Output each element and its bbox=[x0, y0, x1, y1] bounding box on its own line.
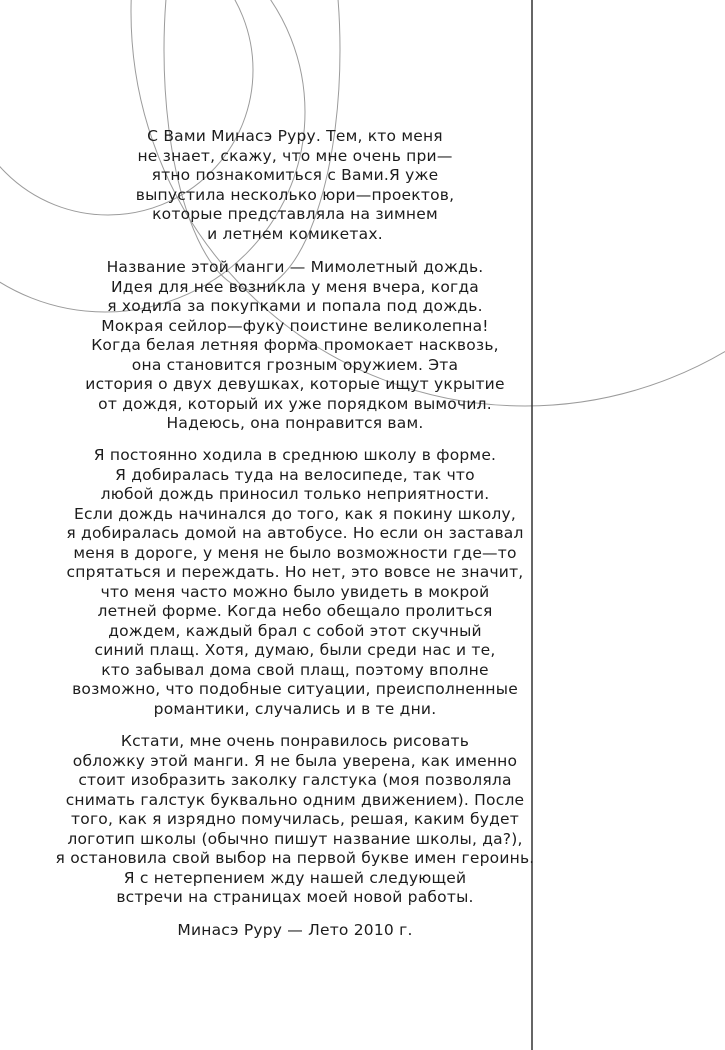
text-line: спрятаться и переждать. Но нет, это вовсе не значит, bbox=[66, 563, 524, 581]
text-line: история о двух девушках, которые ищут укрытие bbox=[85, 375, 505, 393]
text-line: кто забывал дома свой плащ, поэтому вполне bbox=[101, 660, 489, 679]
author-signature: Минасэ Руру — Лето 2010 г. bbox=[177, 921, 413, 939]
text-line: я ходила за покупками и попала под дождь. bbox=[107, 297, 483, 315]
text-line: Я с нетерпением жду нашей следующей bbox=[123, 868, 467, 887]
text-line: она становится грозным оружием. Эта bbox=[131, 355, 459, 374]
text-line: Надеюсь, она понравится вам. bbox=[166, 414, 424, 432]
text-line: возможно, что подобные ситуации, преисполненные bbox=[72, 680, 518, 698]
text-line: дождем, каждый брал с собой этот скучный bbox=[108, 621, 482, 640]
afterword-paragraph-cover-notes bbox=[0, 732, 590, 908]
text-line: Я постоянно ходила в среднюю школу в форме. bbox=[93, 446, 497, 464]
text-line: Идея для нее возникла у меня вчера, когда bbox=[110, 277, 479, 296]
afterword-paragraph-school-memories bbox=[0, 446, 590, 719]
text-line: ятно познакомиться с Вами.Я уже bbox=[151, 166, 439, 184]
text-line: снимать галстук буквально одним движением). После bbox=[65, 790, 525, 809]
text-line: летней форме. Когда небо обещало пролиться bbox=[97, 602, 493, 620]
text-line: от дождя, который их уже порядком вымочил. bbox=[98, 394, 492, 413]
text-line: того, как я изрядно помучилась, решая, каким будет bbox=[71, 810, 519, 828]
text-line: Когда белая летняя форма промокает насквозь, bbox=[91, 336, 499, 354]
text-line: я остановила свой выбор на первой букве имен героинь. bbox=[55, 849, 535, 867]
text-line: меня в дороге, у меня не было возможности где—то bbox=[73, 543, 517, 562]
text-line: встречи на страницах моей новой работы. bbox=[116, 888, 474, 906]
text-line: стоит изобразить заколку галстука (моя позволяла bbox=[78, 771, 512, 789]
text-line: Я добиралась туда на велосипеде, так что bbox=[115, 465, 475, 484]
afterword-paragraph-title-story bbox=[0, 258, 590, 434]
afterword-paragraph-intro bbox=[0, 127, 590, 244]
text-line: обложку этой манги. Я не была уверена, как именно bbox=[72, 751, 518, 770]
text-line: которые представляла на зимнем bbox=[152, 205, 438, 223]
text-line: что меня часто можно было увидеть в мокрой bbox=[100, 582, 490, 601]
text-line: Кстати, мне очень понравилось рисовать bbox=[120, 732, 470, 750]
text-line: Название этой манги — Мимолетный дождь. bbox=[106, 258, 484, 276]
text-line: романтики, случались и в те дни. bbox=[153, 699, 437, 718]
text-line: выпустила несколько юри—проектов, bbox=[135, 185, 455, 204]
text-line: и летнем комикетах. bbox=[207, 224, 383, 243]
text-line: Если дождь начинался до того, как я покину школу, bbox=[74, 504, 516, 523]
text-line: логотип школы (обычно пишут название школы, да?), bbox=[67, 829, 523, 848]
text-line: С Вами Минасэ Руру. Тем, кто меня bbox=[147, 127, 443, 145]
text-line: синий плащ. Хотя, думаю, были среди нас и те, bbox=[94, 641, 496, 659]
text-line: Мокрая сейлор—фуку поистине великолепна! bbox=[101, 316, 489, 335]
text-line: любой дождь приносил только неприятности. bbox=[100, 485, 490, 503]
text-line: не знает, скажу, что мне очень при— bbox=[137, 146, 453, 165]
text-line: я добиралась домой на автобусе. Но если он заставал bbox=[66, 524, 524, 542]
